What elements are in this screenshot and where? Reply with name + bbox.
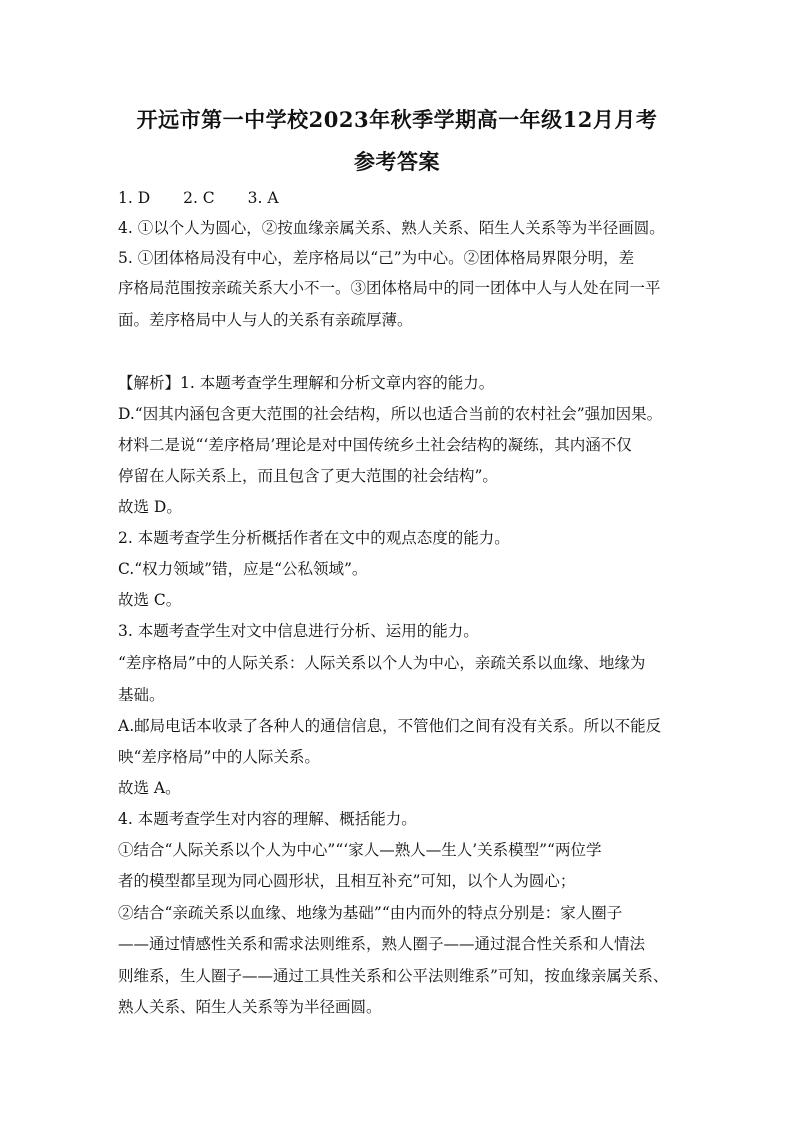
document-subtitle: 参考答案 <box>354 149 440 174</box>
analysis-line: 2. 本题考查学生分析概括作者在文中的观点态度的能力。 <box>118 529 510 547</box>
answer-3: 3. A <box>247 189 279 207</box>
analysis-line: 基础。 <box>118 686 165 704</box>
analysis-line: 4. 本题考查学生对内容的理解、概括能力。 <box>118 810 417 828</box>
analysis-line: 材料二是说“‘差序格局’理论是对中国传统乡土社会结构的凝练，其内涵不仅 <box>118 436 632 454</box>
answer-5-line-2: 序格局范围按亲疏关系大小不一。③团体格局中的同一团体中人与人处在同一平 <box>118 279 661 297</box>
analysis-line: 映“差序格局”中的人际关系。 <box>118 748 320 766</box>
analysis-line: “差序格局”中的人际关系：人际关系以个人为中心，亲疏关系以血缘、地缘为 <box>118 654 646 672</box>
document-title: 开远市第一中学校2023年秋季学期高一年级12月月考 <box>136 107 658 132</box>
analysis-line: ②结合“亲疏关系以血缘、地缘为基础”“由内而外的特点分别是：家人圈子 <box>118 904 623 922</box>
analysis-line: 故选 A。 <box>118 779 181 797</box>
analysis-line: 故选 C。 <box>118 591 182 609</box>
analysis-line: C.“权力领域”错，应是“公私领域”。 <box>118 560 368 578</box>
analysis-line: D.“因其内涵包含更大范围的社会结构，所以也适合当前的农村社会”强加因果。 <box>118 405 663 423</box>
analysis-line: 3. 本题考查学生对文中信息进行分析、运用的能力。 <box>118 622 479 640</box>
analysis-line: 【解析】1. 本题考查学生理解和分析文章内容的能力。 <box>118 374 495 392</box>
answers-row-1-3 <box>118 188 279 208</box>
analysis-line: 者的模型都呈现为同心圆形状，且相互补充”可知，以个人为圆心； <box>118 872 576 890</box>
analysis-line: 故选 D。 <box>118 498 182 516</box>
answer-5-line-1: 5. ①团体格局没有中心，差序格局以“己”为中心。②团体格局界限分明，差 <box>118 249 635 267</box>
analysis-line: A.邮局电话本收录了各种人的通信信息，不管他们之间有没有关系。所以不能反 <box>118 717 662 735</box>
answer-2: 2. C <box>183 189 215 207</box>
answer-4: 4. ①以个人为圆心，②按血缘亲属关系、熟人关系、陌生人关系等为半径画圆。 <box>118 219 665 237</box>
analysis-line: ——通过情感性关系和需求法则维系，熟人圈子——通过混合性关系和人情法 <box>118 935 646 953</box>
answer-1: 1. D <box>118 189 151 207</box>
answer-5-line-3: 面。差序格局中人与人的关系有亲疏厚薄。 <box>118 311 413 329</box>
analysis-line: 停留在人际关系上，而且包含了更大范围的社会结构”。 <box>118 467 498 485</box>
analysis-line: 熟人关系、陌生人关系等为半径画圆。 <box>118 998 382 1016</box>
analysis-line: 则维系，生人圈子——通过工具性关系和公平法则维系”可知，按血缘亲属关系、 <box>118 967 669 985</box>
analysis-line: ①结合“人际关系以个人为中心”“‘家人—熟人—生人’关系模型”“两位学 <box>118 841 602 859</box>
